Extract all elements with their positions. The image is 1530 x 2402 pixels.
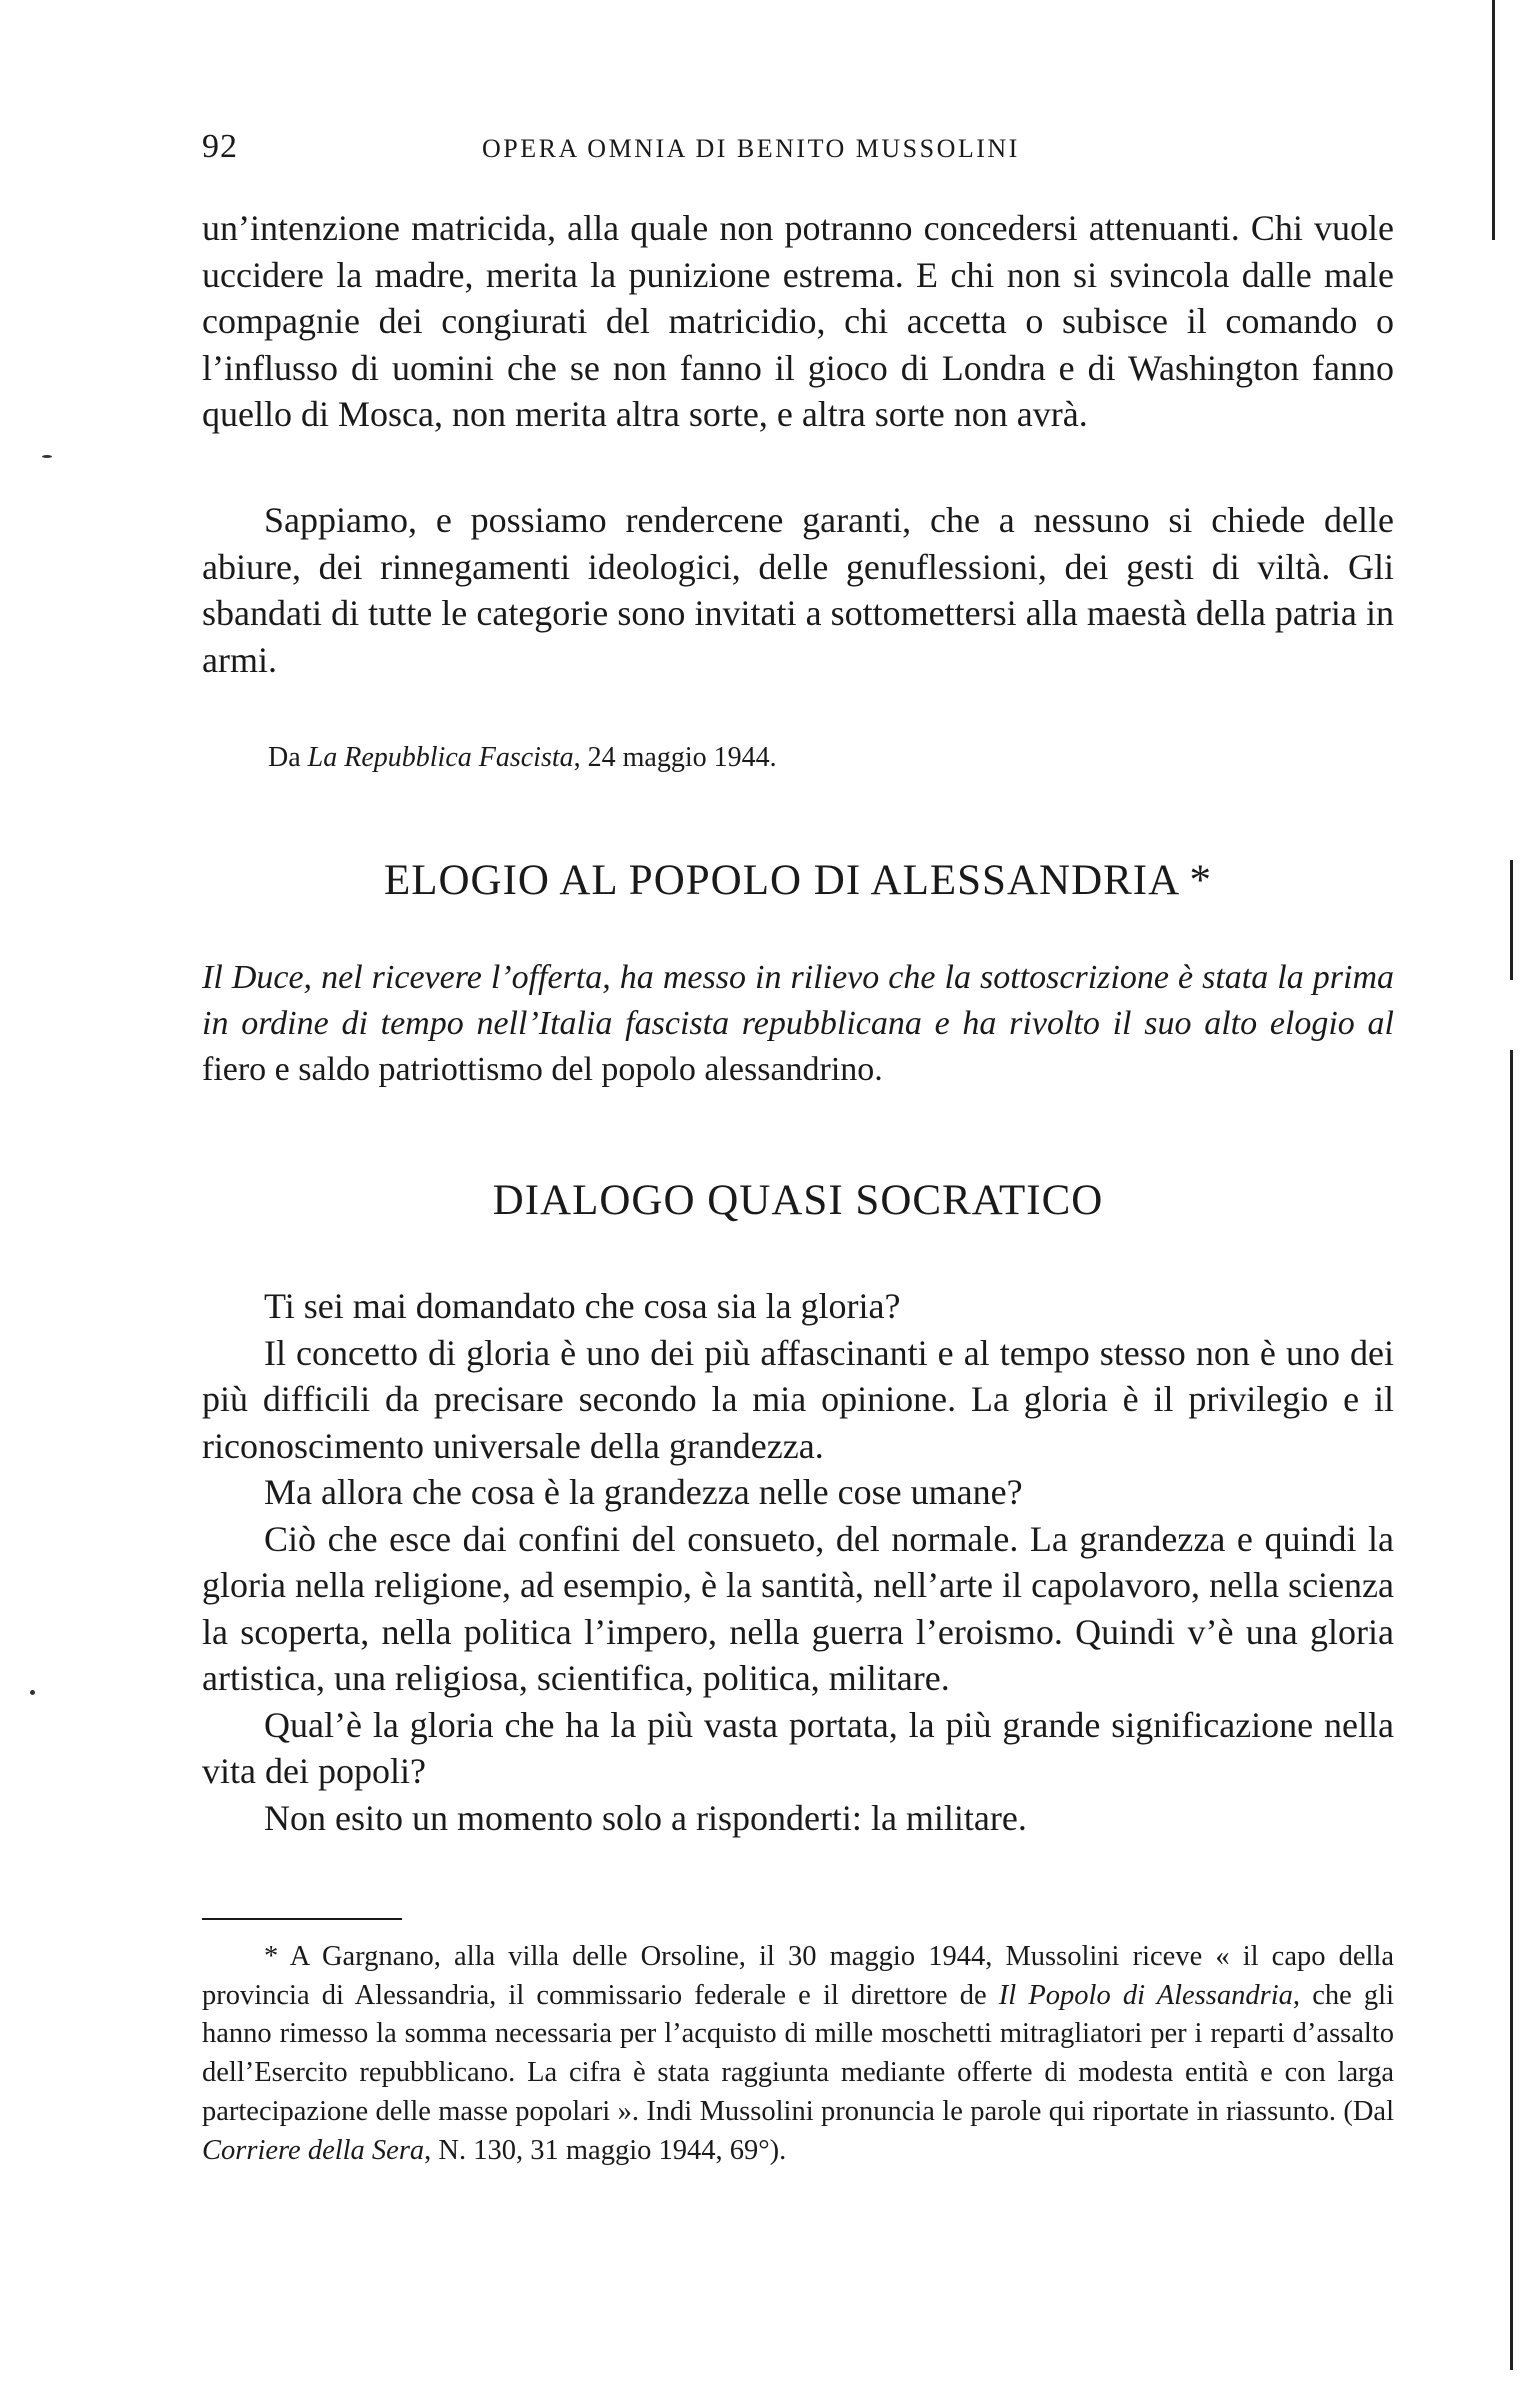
dialogue-paragraph: Ti sei mai domandato che cosa sia la gloria? (264, 1286, 901, 1326)
running-title: OPERA OMNIA DI BENITO MUSSOLINI (482, 134, 1020, 163)
dialogue-paragraph: Il concetto di gloria è uno dei più affascinanti e al tempo stesso non è uno dei più difficili da precisare secondo la mia opinione. La gloria è il privilegio e il riconoscimento universale della grandezza. (202, 1332, 1394, 1466)
scan-edge-line (1492, 0, 1495, 240)
body-paragraph (202, 497, 1394, 683)
section-intro (202, 955, 1394, 1093)
paragraph-text: un’intenzione matricida, alla quale non potranno concedersi attenuanti. Chi vuole uccidere la madre, merita la punizione estrema. E chi non si svincola dalle male compagnie dei congiurati del matricidio, chi accetta o subisce il comando o l’influsso di uomini che se non fanno il gioco di Londra e di Washington fanno quello di Mosca, non merita altra sorte, e altra sorte non avrà. (202, 208, 1394, 434)
footnote-divider (202, 1918, 402, 1920)
source-prefix: Da (268, 742, 308, 773)
footnote-part: , N. 130, 31 maggio 1944, 69°). (424, 2134, 787, 2166)
footnote-part: , che gli hanno rimesso la somma necessaria per l’acquisto di mille moschetti mitragliatori per i reparti d’assalto dell’Esercito repubblicano. La cifra è stata raggiunta mediante offerte di modesta entità e con larga partecipazione delle masse popolari ». Indi Mussolini pronuncia le parole qui riportate in riassunto. (Dal (202, 1979, 1395, 2127)
footnote-text (202, 1938, 1394, 2170)
intro-italic-text: Il Duce, nel ricevere l’offerta, ha messo in rilievo che la sottoscrizione è stata la prima in ordine di tempo nell’Italia fascista repubblicana e ha rivolto il suo alto elogio al (202, 959, 1394, 1042)
footnote-publication: Il Popolo di Alessandria (998, 1979, 1293, 2011)
scan-speck (42, 455, 52, 458)
intro-roman-text: fiero e saldo patriottismo del popolo alessandrino. (202, 1051, 883, 1088)
scan-edge-line (1510, 860, 1513, 980)
page-header (202, 128, 1302, 178)
dialogue-text (202, 1283, 1394, 1841)
page-number: 92 (202, 128, 238, 165)
source-citation (268, 742, 777, 774)
scan-edge-line (1510, 1050, 1513, 2370)
footnote (202, 1938, 1394, 2170)
footnote-part: * A Gargnano, alla villa delle Orsoline, il 30 maggio 1944, Mussolini riceve « il capo della provincia di Alessandria, il commissario federale e il direttore de (202, 1941, 1394, 2011)
dialogue-paragraph: Ciò che esce dai confini del consueto, del normale. La grandezza e quindi la gloria nella religione, ad esempio, è la santità, nell’arte il capolavoro, nella scienza la scoperta, nella politica l’impero, nella guerra l’eroismo. Quindi v’è una gloria artistica, una religiosa, scientifica, politica, militare. (202, 1518, 1394, 1698)
section-title: ELOGIO AL POPOLO DI ALESSANDRIA * (383, 857, 1213, 904)
dialogue-paragraph: Non esito un momento solo a risponderti: la militare. (264, 1797, 1027, 1838)
source-publication: La Repubblica Fascista (307, 742, 574, 773)
source-date: , 24 maggio 1944. (573, 742, 777, 773)
dialogue-paragraph: Qual’è la gloria che ha la più vasta portata, la più grande significazione nella vita dei popoli? (202, 1704, 1394, 1791)
body-paragraph (202, 205, 1394, 438)
paragraph-text: Sappiamo, e possiamo rendercene garanti, che a nessuno si chiede delle abiure, dei rinnegamenti ideologici, delle genuflessioni, dei gesti di viltà. Gli sbandati di tutte le categorie sono invitati a sottomettersi alla maestà della patria in armi. (202, 500, 1394, 680)
dialogue-paragraph: Ma allora che cosa è la grandezza nelle cose umane? (264, 1472, 1023, 1512)
section-title: DIALOGO QUASI SOCRATICO (492, 1177, 1104, 1224)
footnote-publication: Corriere della Sera (202, 2134, 425, 2166)
scan-speck (30, 1690, 35, 1695)
